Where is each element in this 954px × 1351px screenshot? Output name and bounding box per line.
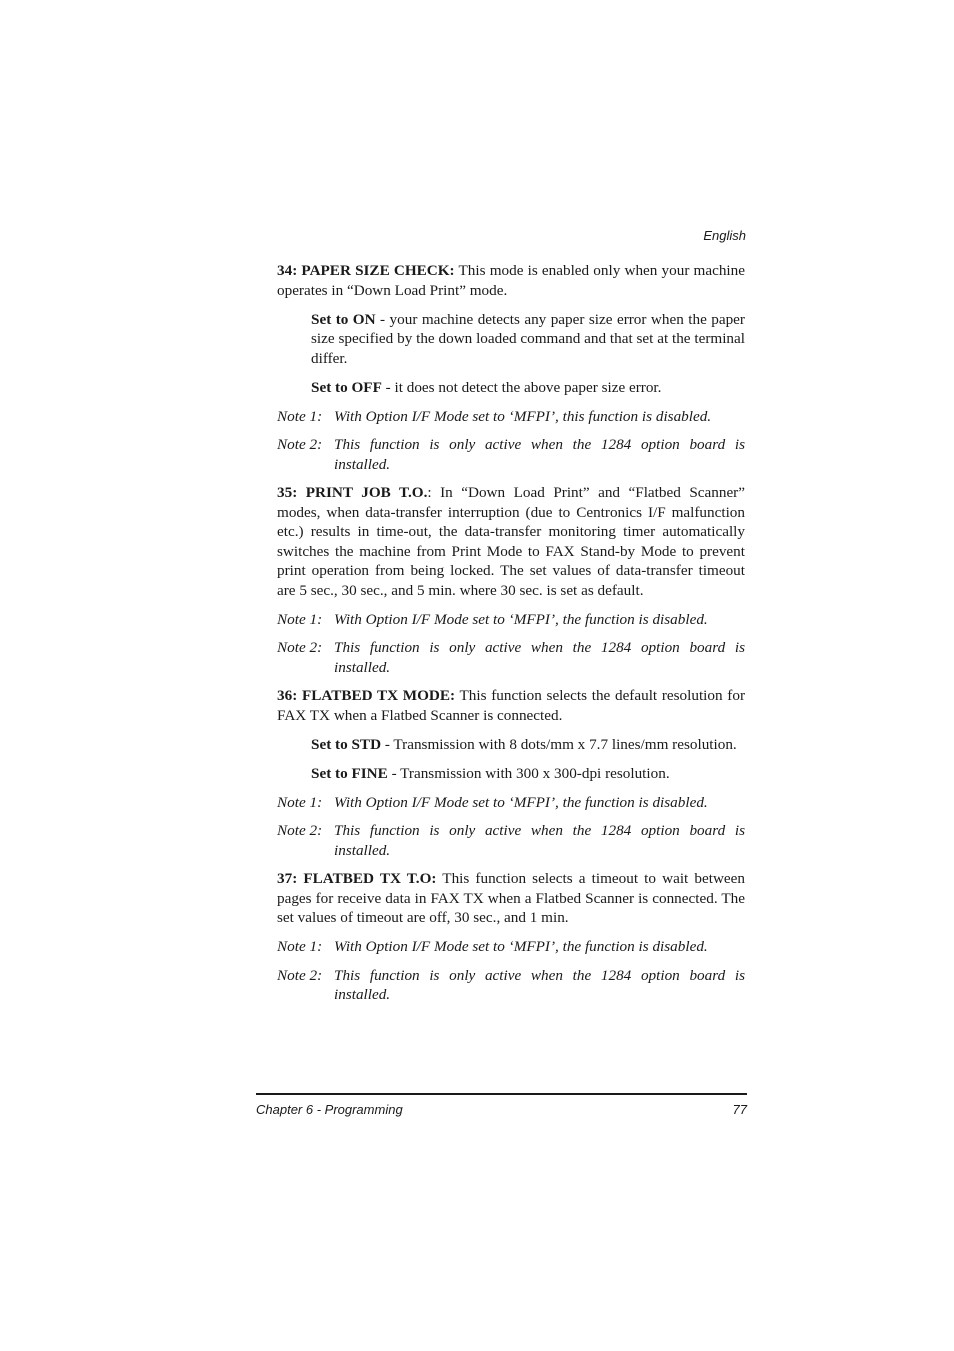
- section-37-note-1: [277, 937, 745, 957]
- note-label: Note 2:: [277, 436, 323, 453]
- footer-divider: [256, 1093, 747, 1095]
- footer-chapter: Chapter 6 - Programming: [256, 1102, 403, 1117]
- option-fine-label: Set to FINE: [311, 764, 388, 782]
- section-35-note-1: [277, 610, 745, 630]
- note-label: Note 2:: [277, 639, 323, 656]
- option-on-text: - your machine detects any paper size error when the paper size specified by the down loaded command and that set at the terminal differ.: [311, 310, 745, 367]
- section-36-paragraph: [277, 686, 745, 725]
- section-37-paragraph: [277, 869, 745, 928]
- note-label: Note 2:: [277, 966, 323, 984]
- section-36-body: This function selects the default resolution for FAX TX when a Flatbed Scanner is connected.: [277, 687, 745, 724]
- section-34-heading: 34: PAPER SIZE CHECK:: [277, 262, 455, 279]
- section-35-paragraph: [277, 483, 745, 600]
- note-text: This function is only active when the 1284 option board is installed.: [334, 436, 745, 473]
- option-std-text: - Transmission with 8 dots/mm x 7.7 lines/mm resolution.: [381, 735, 737, 753]
- note-label: Note 1:: [277, 610, 323, 628]
- section-34-option-on: [277, 310, 745, 369]
- note-text: This function is only active when the 1284 option board is installed.: [334, 822, 745, 859]
- note-text: With Option I/F Mode set to ‘MFPI’, the function is disabled.: [334, 610, 708, 628]
- section-34-note-2: [277, 435, 745, 474]
- note-text: This function is only active when the 1284 option board is installed.: [334, 966, 745, 1003]
- option-off-text: - it does not detect the above paper size error.: [381, 378, 662, 396]
- option-fine-text: - Transmission with 300 x 300-dpi resolution.: [387, 764, 670, 782]
- section-37-body: This function selects a timeout to wait between pages for receive data in FAX TX when a Flatbed Scanner is connected. The set values of timeout are off, 30 sec., and 1 min.: [277, 870, 745, 926]
- note-text: With Option I/F Mode set to ‘MFPI’, this function is disabled.: [334, 407, 712, 425]
- footer-page-number: 77: [732, 1102, 747, 1117]
- option-std-label: Set to STD: [311, 735, 382, 753]
- section-35-body: : In “Down Load Print” and “Flatbed Scanner” modes, when data-transfer interruption (due to Centronics I/F malfunction etc.) results in time-out, the data-transfer monitoring timer automatically switches the machine from Print Mode to FAX Stand-by Mode to prevent print operation from being locked. The set values of data-transfer timeout are 5 sec., 30 sec., and 5 min. where 30 sec. is set as default.: [277, 484, 745, 599]
- note-text: This function is only active when the 1284 option board is installed.: [334, 639, 745, 676]
- header-language: English: [703, 228, 746, 243]
- note-label: Note 1:: [277, 793, 323, 811]
- section-37-heading: 37: FLATBED TX T.O:: [277, 870, 437, 887]
- section-36-note-2: [277, 821, 745, 860]
- section-37-note-2: [277, 966, 745, 1005]
- note-label: Note 2:: [277, 822, 323, 839]
- note-label: Note 1:: [277, 407, 323, 425]
- section-35-note-2: [277, 638, 745, 677]
- section-34-note-1: [277, 407, 745, 427]
- section-36-option-fine: [277, 764, 745, 784]
- section-35-heading: 35: PRINT JOB T.O.: [277, 484, 428, 501]
- note-text: With Option I/F Mode set to ‘MFPI’, the function is disabled.: [334, 793, 708, 811]
- section-36-heading: 36: FLATBED TX MODE:: [277, 687, 456, 704]
- section-36-option-std: [277, 735, 745, 755]
- page-content: [277, 261, 745, 1014]
- note-label: Note 1:: [277, 938, 323, 955]
- section-36-note-1: [277, 793, 745, 813]
- section-34-paragraph: [277, 261, 745, 300]
- section-34-body: This mode is enabled only when your machine operates in “Down Load Print” mode.: [277, 262, 745, 299]
- option-on-label: Set to ON: [311, 310, 376, 328]
- option-off-label: Set to OFF: [311, 378, 382, 396]
- note-text: With Option I/F Mode set to ‘MFPI’, the function is disabled.: [334, 938, 708, 955]
- section-34-option-off: [277, 378, 745, 398]
